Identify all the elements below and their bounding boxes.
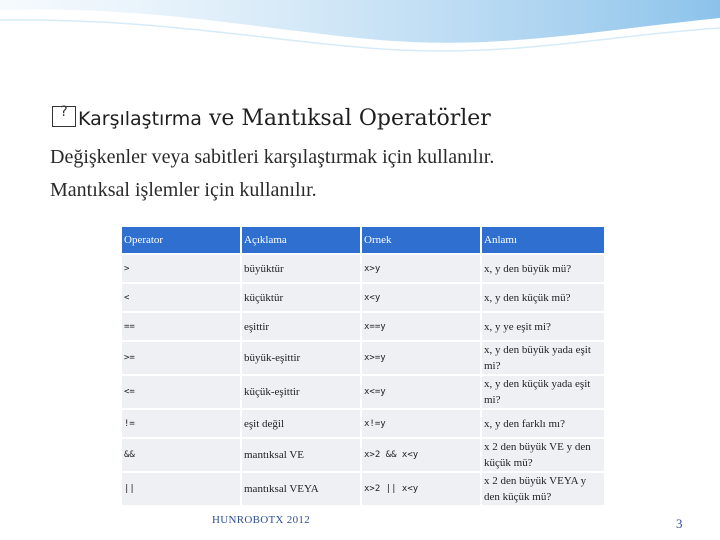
cell-operator: && — [122, 439, 240, 471]
cell-operator: > — [122, 255, 240, 282]
table-row — [122, 313, 604, 340]
cell-example: x<y — [362, 284, 480, 311]
cell-example: x<=y — [362, 376, 480, 408]
cell-description: büyük-eşittir — [242, 342, 360, 374]
cell-operator: <= — [122, 376, 240, 408]
cell-meaning: x, y den küçük mü? — [482, 284, 604, 311]
table-row — [122, 284, 604, 311]
cell-description: küçük-eşittir — [242, 376, 360, 408]
cell-operator: == — [122, 313, 240, 340]
cell-operator: < — [122, 284, 240, 311]
missing-glyph-icon — [52, 106, 76, 127]
cell-description: büyüktür — [242, 255, 360, 282]
title-prefix: Karşılaştırma — [78, 108, 202, 130]
footer-text: HUNROBOTX 2012 — [212, 514, 311, 526]
cell-example: x>=y — [362, 342, 480, 374]
cell-example: x!=y — [362, 410, 480, 437]
cell-meaning: x 2 den büyük VEYA y den küçük mü? — [482, 473, 604, 505]
decorative-top-wave — [0, 0, 720, 60]
body-line-2: Mantıksal işlemler için kullanılır. — [50, 179, 317, 201]
table-row — [122, 255, 604, 282]
cell-operator: >= — [122, 342, 240, 374]
cell-meaning: x, y den küçük yada eşit mi? — [482, 376, 604, 408]
table-row — [122, 376, 604, 408]
cell-description: mantıksal VEYA — [242, 473, 360, 505]
cell-description: eşittir — [242, 313, 360, 340]
header-anlami: Anlamı — [482, 227, 604, 253]
cell-meaning: x, y ye eşit mi? — [482, 313, 604, 340]
cell-operator: != — [122, 410, 240, 437]
cell-description: mantıksal VE — [242, 439, 360, 471]
cell-description: eşit değil — [242, 410, 360, 437]
header-operator: Operator — [122, 227, 240, 253]
table-row — [122, 410, 604, 437]
cell-meaning: x, y den farklı mı? — [482, 410, 604, 437]
cell-example: x>2 || x<y — [362, 473, 480, 505]
cell-meaning: x, y den büyük mü? — [482, 255, 604, 282]
table-row — [122, 473, 604, 505]
cell-meaning: x, y den büyük yada eşit mi? — [482, 342, 604, 374]
cell-meaning: x 2 den büyük VE y den küçük mü? — [482, 439, 604, 471]
table-row — [122, 342, 604, 374]
slide-title — [52, 106, 491, 131]
cell-operator: || — [122, 473, 240, 505]
header-aciklama: Açıklama — [242, 227, 360, 253]
operators-table — [120, 225, 606, 507]
body-line-1: Değişkenler veya sabitleri karşılaştırmak için kullanılır. — [50, 146, 495, 168]
page-number: 3 — [676, 516, 683, 531]
cell-example: x>y — [362, 255, 480, 282]
table-header-row — [122, 227, 604, 253]
cell-example: x==y — [362, 313, 480, 340]
table-row — [122, 439, 604, 471]
cell-example: x>2 && x<y — [362, 439, 480, 471]
cell-description: küçüktür — [242, 284, 360, 311]
header-ornek: Ornek — [362, 227, 480, 253]
title-rest: ve Mantıksal Operatörler — [208, 106, 491, 131]
